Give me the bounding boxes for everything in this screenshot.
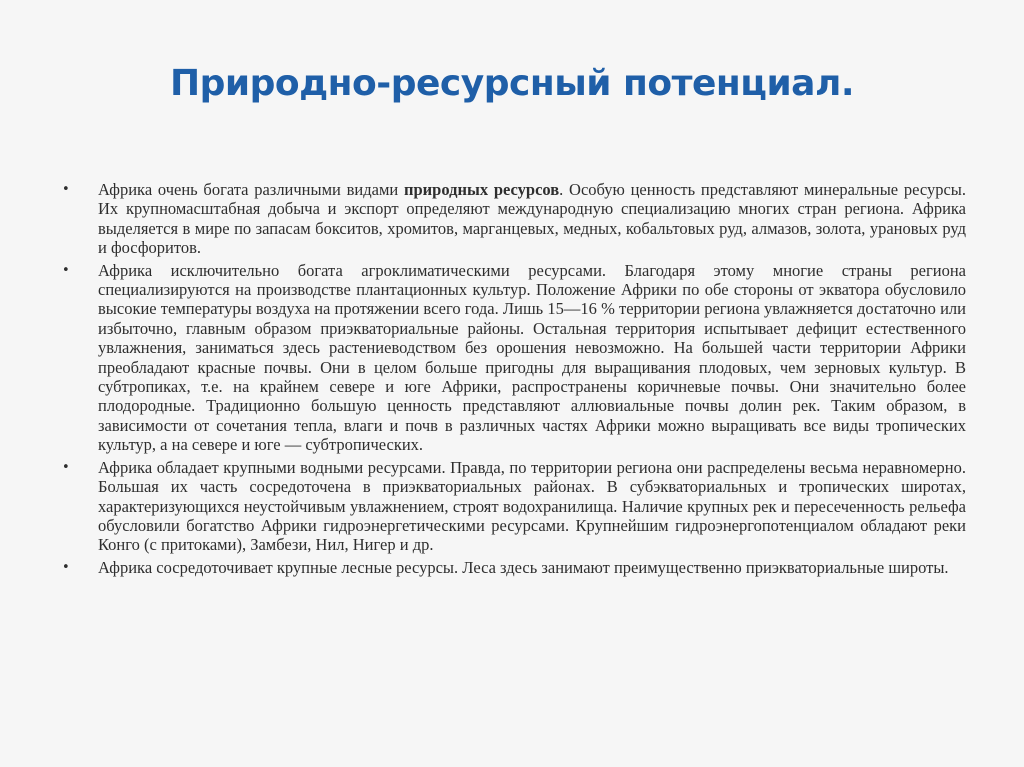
bullet-bold-term: природных ресурсов	[403, 180, 560, 199]
bullet-icon: •	[62, 459, 70, 475]
bullet-icon: •	[62, 182, 70, 197]
bullet-text: Африка обладает крупными водными ресурсами. Правда, по территории региона они распределены весьма неравномерно. Большая их часть сосредоточена в приэкваториальных районах. В субэкваториальных и тропических широтах, характеризующихся неустойчивым увлажнением, строят водохранилища. Наличие крупных рек и пересеченность рельефа обусловили богатство Африки гидроэнергетическими ресурсами. Крупнейшим гидроэнергопотенциалом обладают реки Конго (с притоками), Замбези, Нил, Нигер и др.	[98, 457, 966, 555]
bullet-icon: •	[62, 262, 70, 278]
bullet-text: Африка сосредоточивает крупные лесные ресурсы. Леса здесь занимают преимущественно приэкваториальные широты.	[98, 557, 949, 577]
bullet-text: Африка исключительно богата агроклиматическими ресурсами. Благодаря этому многие страны региона специализируются на производстве плантационных культур. Положение Африки по обе стороны от экватора обусловило высокие температуры воздуха на протяжении всего года. Лишь 15—16 % территории региона увлажняется достаточно или избыточно, главным образом приэкваториальные районы. Остальная территория испытывает дефицит естественного увлажнения, заниматься здесь растениеводством без орошения невозможно. На большей части территории Африки преобладают красные почвы. Они в целом больше пригодны для выращивания плодовых, чем зерновых культур. В субтропиках, т.е. на крайнем севере и юге Африки, распространены коричневые почвы. Они значительно более плодородные. Традиционно большую ценность представляют аллювиальные почвы долин рек. Таким образом, в зависимости от сочетания тепла, влаги и почв в различных частях Африки можно выращивать все виды тропических культур, а на севере и юге — субтропических.	[98, 260, 966, 455]
bullet-item-agroclimatic-resources	[62, 261, 966, 455]
bullet-list	[62, 180, 966, 580]
bullet-item-mineral-resources	[62, 180, 966, 258]
bullet-text	[98, 180, 966, 257]
bullet-text-part: Африка очень богата различными видами	[98, 180, 404, 199]
bullet-item-forest-resources	[62, 558, 966, 577]
bullet-item-water-resources	[62, 458, 966, 555]
bullet-icon: •	[62, 559, 70, 575]
bullet-text-part: . Особую ценность представляют минеральные ресурсы. Их крупномасштабная добыча и экспорт определяют международную специализацию многих стран региона. Африка выделяется в мире по запасам бокситов, хромитов, марганцевых, медных, кобальтовых руд, алмазов, золота, урановых руд и фосфоритов.	[98, 180, 966, 258]
slide-title: Природно-ресурсный потенциал.	[169, 63, 855, 104]
